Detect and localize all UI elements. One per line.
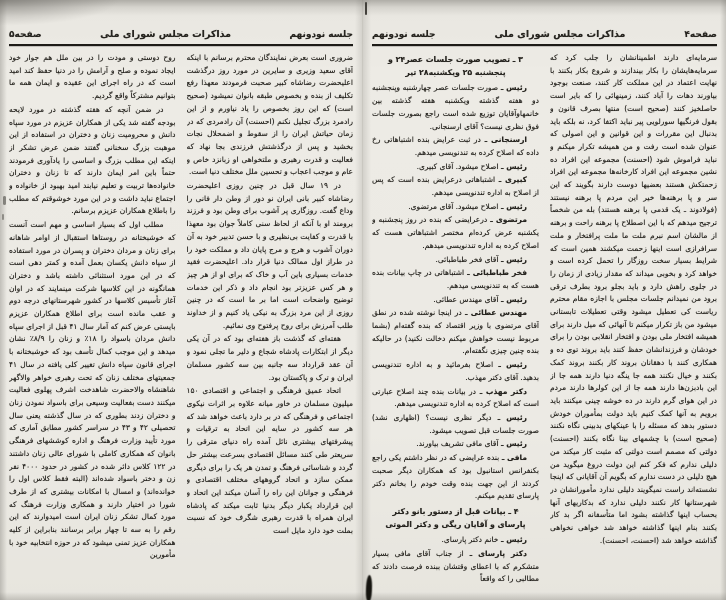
- paragraph-text: هفته‌ای که گذشت باز هفته‌ای بود که در آن یکی دیگر از ابتکارات پادشاه شجاع و دلیر ما تجلی نمود و آن عقد قرارداد سه جانبه بین سه کشور مسلمان ایران و ترک و پاکستان بود.: [186, 334, 353, 382]
- paragraph: [372, 174, 539, 199]
- speaker-name: رئیس ـ: [498, 161, 527, 171]
- paragraph-text: درعرایضی که بنده در روز پنجشنبه و یکشنبه عرض کرده‌ام مختصر اشتباهاتی هست که اصلاح کرده به اداره تندنویسی میدهم.: [372, 215, 539, 250]
- paragraph: [550, 52, 717, 547]
- paragraph-text: سرمایه‌ای دارند اطمینانشان را جلب کرد که سرمایه‌هایشان را بکار بیندازند و شروع بکار بکنند با نهایت اعتماد در این مملکت کار کنند، صنعت بوجود بیاورند دهات را آباد کنند، زمینهائی را که بایر است حاصلخیز کنند (صحیح است) منتها بصرف قانون و بقول فرنگیها سورلویی پیر نباید اکتفا کرد، نه بلکه باید بدنبال این مقررات و این قوانین و این اصولی که عنوان شده است رفت و من همیشه تکرار میکنم و نباید فراموش شود (احسنت) مجموعه این افراد ده نشین مجموعه این افراد کارخانه‌ها مجموعه این افراد زحمتکش هستند بعضیها دوست دارند بگویند که این سر و پا برهنه‌ها خیر این مردم پا برهنه نیستند (فولادوند ـ یک قدمی پا برهنه هستند) بله من شخصاً ترجیح میدهم که با این اصطلاح پا برهنه راحت و برهنه از مالشان اسم نبرم ملت ما ملت پرافتخار و ملت سرافرازی است اینها زحمت میکشند همین است که شرایط بسیار سخت روزگار را تحمل کرده است و خواهد کرد و بخوبی میداند که مقدار زیادی از زمان را در جلوی راهش دارد و باید بجلو برود بطرف ترقی برود من نمیدانم جلسات مجلس با اجازه مقام محترم ریاست کی تعطیل میشود وقتی تعطیلات تابستانی میشود من باز تکرار میکنم تا آنهائی که میل دارند برای همیشه افتخار ملی بودن و افتخار انقلابی بودن را برای خودشان و فرزندانشان حفظ کنند باید بروند توی ده و همکاری کنند با دهقانان بروند کار بکنند بروند کمک بکنند و خیال نکنند همه جا ینگه دنیا دارند همه جا از این بادبزن‌ها دارند همه جا از این کولرها دارند مردم در این هوای گرم دارند در ده خوشه چینی میکنند باید برویم به آنها کمک کنیم باید دولت بمأموران خودش دستور بدهد که مسئله را با عینکهای بدبینی نگاه نکنند (صحیح است) با چشمهای بینا نگاه بکنند (احسنت) دولتی که مصمم است دولتی که مثبت کار میکند من دلیلی ندارم که فکر کنم این دولت دروغ میگوید من هیچ دلیلی در دست ندارم که بگویم آن آقایانی که اینجا نشسته‌اند راست نمیگویند دلیلی ندارد مأمورانشان در شهرستانها کار نکنند دلیلی ندارد که بدکاریهای آنها بحساب اینها گذاشته بشود اما متأسفانه اگر بد کار بکنند بنام اینها گذاشته خواهد شد خواهی نخواهی گذاشته خواهد شد (احسنت، احسنت).: [550, 53, 717, 545]
- page-number: صفحه۴: [684, 30, 717, 40]
- page-4-column-inner: [372, 52, 539, 598]
- page-4: [363, 0, 726, 600]
- paragraph-text: اصلاح میشود. آقای کبیری.: [416, 161, 499, 171]
- paragraph-text: آقای مافی تشریف بیاورند.: [416, 439, 499, 449]
- page-5-column-outer: [187, 52, 354, 598]
- paragraph: [9, 104, 176, 218]
- paragraph: [187, 385, 354, 537]
- paragraph: [9, 52, 176, 103]
- paragraph: [187, 180, 354, 332]
- paragraph: [9, 219, 176, 562]
- paragraph: [372, 412, 539, 437]
- paragraph: [372, 548, 539, 586]
- paragraph-text: در ۱۹ سال قبل در چنین روزی اعلیحضرت رضاشاه کبیر بانی ایران نو دور از وطن دار فانی را وداع گفت. روزگاری پر آشوب برای وطن بود و فرزند برومند او با آنکه از لحاظ سنی کاملاً جوان بود معهذا با قدرت و کفایت بی‌نظیری و با حسن تدبیر خود به آن دوران آشوب و هرج و مرج پایان داد و مملکت خود را در طراز اول ممالک دنیا قرار داد. اعلیحضرت فقید خدمات بسیاری باین آب و خاک که برای او از هر چیز و هر کس عزیزتر بود انجام داد و ذکر این خدمات توضیح واضحات است اما بر ما است که در چنین روزی از این مرد بزرگ به نیکی یاد کنیم و از خداوند طلب آمرزش برای روح پرفتوح وی نمائیم.: [186, 181, 353, 330]
- paragraph: [372, 52, 539, 81]
- paragraph: [372, 438, 539, 451]
- paragraph: [187, 333, 354, 384]
- page-number: صفحه۵: [9, 30, 42, 40]
- paragraph: [372, 452, 539, 503]
- page-5-header: [9, 29, 353, 40]
- paragraph: [187, 52, 354, 179]
- speaker-name: رئیس ـ: [498, 201, 527, 211]
- page-5-column-inner: [9, 52, 176, 598]
- paragraph-text: مطلب اول که بسیار اساسی و مهم است آنست که خوشبختانه در روستاها استقبال از اوامر شاهانه برای زنان و مردان دختران و پسران در مورد استفاده از سپاه دانش یکسان بعمل آمده و کمتر دهی است که در این مورد استثنائی داشته باشد و دختران همانگونه در این کلاسها شرکت مینمایند که در اوان آغاز تأسیس کلاسها در کشور شهرستانهای درجه دوم و عقب مانده است برای اطلاع همکاران عزیزم بایستی عرض کنم که آمار سال ۴۱ قبل از اجرای سپاه دانش مردان باسواد را ۱۸٪ و زنان را ۸/۹٪ نشان میدهد و این موجب کمال تأسف بود که خوشبختانه با اجرای قانون سپاه دانش تغییر کلی یافته در سال ۴۱ جمعیتهای مختلف زنان که تحت رهبری خواهر والاگهر شاهنشاه والاحضرت شاهدخت اشرف پهلوی فعالیت میکنند دست بفعالیت وسیعی برای باسواد نمودن زنان و دختران زدند بطوری که در سال گذشته یعنی سال تحصیلی ۴۲ و ۴۳ در سراسر کشور مطابق آماری که مورد تأیید وزارت فرهنگ و اداره کوششهای فرهنگی بانوان که همکاری کاملی با شورای عالی زنان داشتند در ۱۲۲ کلاس دائر شده در کشور در حدود ۴۰۰۰ نفر زن و دختر باسواد شده‌اند (البته فقط کلاس اول را خوانده‌اند) و امسال با امکانات بیشتری که از طرف شورا در اختیار دارند و همکاری وزارت فرهنگ که مورد کمال تشکر زنان ایران است امیدوارند که این رقم را به سه تا چهار برابر برسانند بنابراین از کلیه همکاران عزیز تمنی میشود که در حوزه انتخابیه خود با مأمورین: [9, 220, 176, 560]
- speaker-name: فخر طباطبائی ـ: [464, 268, 527, 278]
- paragraph: [372, 504, 539, 533]
- speaker-name: رئیس ـ: [493, 360, 527, 370]
- paragraph: [372, 359, 539, 384]
- speaker-name: رئیس ـ: [491, 412, 527, 422]
- header-rule: [9, 44, 353, 46]
- paragraph-text: دیگر نظری نیست؟ (اظهاری نشد) صورت جلسات قبل تصویب میشود.: [372, 412, 539, 435]
- speaker-name: مهندس عطائی ـ: [461, 308, 527, 318]
- speaker-name: رئیس ـ: [498, 254, 527, 264]
- paragraph-text: در ضمن آنچه که هفته گذشته در مورد لایحه بودجه گفته شد یکی از همکاران عزیزم در مورد سپاه دانش و محرومیت زنان و دختران در استفاده از این موهبت بزرگ سخنانی گفتند ضمن عرض تشکر از اینکه این مطلب بزرگ و اساسی را یادآوری فرمودند حتماً باین امر ایمان دارند که تا زنان و دختران خانواده‌ها تربیت و تعلیم نیابند امید بهبود از خانواده و اجتماع نباید داشت و در این مورد خوشوقتم که مطلب را باطلاع همکاران عزیزم برسانم.: [9, 104, 176, 216]
- speaker-name: ارسنجانی ـ: [480, 135, 527, 145]
- paragraph-text: ضروری است بعرض نمایندگان محترم برسانم با اینکه آقای سعید وزیری و سایرین در مورد روز درگذشت اعلیحضرت رضاشاه کبیر صحبت فرمودند معهذا رفع تکلیف از بنده و بخصوص طبقه بانوان نمیشود (صحیح است) که این روز بخصوص را یاد نیاورم و از این رادمرد بزرگ تجلیل نکنم (احسنت) آن رادمردی که در زمان حیاتش ایران را از سقوط و اضمحلال نجات بخشید و پس از درگذشتش فرزندی بجا نهاد که فعالیت و قدرت رهبری و ملتخواهی او زبانزد خاص و عام و موجب اعجاب و تحسین ملل مختلف دنیا است.: [186, 53, 353, 177]
- paragraph-text: ۳ ـ تصویب صورت جلسات عصر۲۴ و پنجشنبه ۲۵ ویکشنبه۲۸ تیر: [388, 55, 523, 77]
- paragraph: [372, 134, 539, 159]
- paragraph-text: بنده عرایضی که در نظر داشتم یکی راجع بکنفرانس استانبول بود که همکاران دیگر صحبت کردند از این جهت بنده وقت خودم را بخانم دکتر پارسای تقدیم میکنم.: [372, 453, 539, 501]
- paragraph-text: اتحاد عمیق فرهنگی و اجتماعی و اقتصادی ۱۵۰ میلیون مسلمان در خاور میانه علاوه بر اثرات نیکوی اجتماعی و فرهنگی که در بر دارد باعث خواهد شد که هر سه کشور در سایه این اتحاد به ترقیات و پیشرفتهای بیشتری نائل آمده راه دنیای مترقی را سریعتر طی کنند مسائل اقتصادی بسرعت بیشتر حل گردد و شناسائی فرهنگ و تمدن هر یک را برای دیگری ممکن سازد و اتحاد گروههای مختلف اقتصادی و فرهنگی و جوانان این راه را آسان میکند این اتحاد و این قرارداد یکبار دیگر بدنیا ثابت میکند که پادشاه ایران همراه با قدرت رهبری شگرف خود که نسبت بملت خود دارد مایل است: [186, 386, 353, 536]
- page-4-columns: [372, 52, 717, 598]
- paragraph: [372, 82, 539, 133]
- speaker-name: مرتضوی ـ: [487, 215, 527, 225]
- paragraph-text: اصلاح بفرمائید و به اداره تندنویسی بدهید. آقای دکتر مهذب.: [372, 360, 539, 382]
- paragraph-text: روح دوستی و مودت را در بین ملل هم جوار خود ایجاد نموده و صلح و آرامش را در دنیا حفظ کند امید است که در راه اجرای این عقیده و ایمان همه ما بتوانیم مشترکاً واقع گردیم.: [9, 53, 176, 101]
- paragraph-text: آقای مهندس عطائی.: [433, 294, 499, 304]
- header-rule: [372, 44, 717, 46]
- paragraph-text: در بیانات بنده چند اصلاح عبارتی است که اصلاح کرده به اداره تندنویسی میدهم.: [372, 386, 539, 409]
- paragraph: [372, 534, 539, 547]
- speaker-name: رئیس ـ: [498, 535, 527, 545]
- paragraph-text: آقای فخر طباطبائی.: [435, 254, 499, 264]
- paragraph-text: صورت جلسات عصر چهارشنبه وپنجشنبه دو هفته گذشته ویکشنبه هفته گذشته بین خانمهاوآقایان توزیع شده است راجع بصورت جلسات فوق نظری نیست؟ آقای ارسنجانی.: [372, 83, 539, 131]
- paragraph: [372, 161, 539, 174]
- paragraph: [372, 386, 539, 411]
- page-title: مذاکرات مجلس شورای ملی: [494, 29, 626, 40]
- paragraph-text: خانم دکتر پارسای.: [441, 535, 499, 545]
- paragraph-text: در اینجا نوشته شده در نطق آقای مرتضوی با وزیر اقتصاد که بنده گفته‌ام (بشما مربوط نیست خواهش میکنم دخالت نکنید) در حالیکه بنده چنین چیزی نگفته‌ام.: [372, 308, 539, 356]
- page-5-columns: [9, 52, 353, 598]
- speaker-name: دکتر پارسای ـ: [463, 549, 527, 559]
- speaker-name: رئیس ـ: [498, 294, 527, 304]
- speaker-name: رئیس ـ: [498, 439, 527, 449]
- page-4-column-outer: [550, 52, 717, 598]
- paragraph-text: در ثبت عرایض بنده اشتباهاتی رخ داده که اصلاح کرده به تندنویسی میدهم.: [372, 135, 539, 157]
- speaker-name: مافی ـ: [499, 453, 527, 463]
- paragraph-text: اشتباهاتی درعرایض بنده است که پس از اصلاح به اداره تندنویسی میدهم.: [372, 175, 539, 198]
- session-label: جلسه نودونهم: [289, 30, 353, 40]
- paragraph-text: از جناب آقای مافی بسیار متشکرم که با اعطای وقتشان ببنده فرصت دادند که مطالبی را که واقعاً: [372, 549, 539, 584]
- paragraph: [372, 201, 539, 214]
- paragraph: [372, 254, 539, 267]
- paragraph-text: اصلاح میشود. آقای مرتضوی.: [408, 201, 499, 211]
- paragraph: [372, 294, 539, 307]
- paragraph-text: ۴ ـ بیانات قبل از دستور بانو دکتر پارسای و آقایان ریگی و دکتر الموتی: [385, 506, 526, 529]
- paragraph: [372, 214, 539, 252]
- page-4-header: [372, 29, 717, 40]
- speaker-name: کبیری ـ: [495, 175, 527, 185]
- speaker-name: دکتر مهذب ـ: [476, 386, 527, 396]
- session-label: جلسه نودونهم: [372, 30, 436, 40]
- paragraph: [372, 307, 539, 358]
- paragraph: [372, 267, 539, 292]
- speaker-name: رئیس ـ: [498, 83, 527, 93]
- paragraph-text: اشتباهاتی در چاپ بیانات بنده هست که به تندنویسی میدهم.: [372, 268, 539, 290]
- page-title: مذاکرات مجلس شورای ملی: [100, 29, 231, 40]
